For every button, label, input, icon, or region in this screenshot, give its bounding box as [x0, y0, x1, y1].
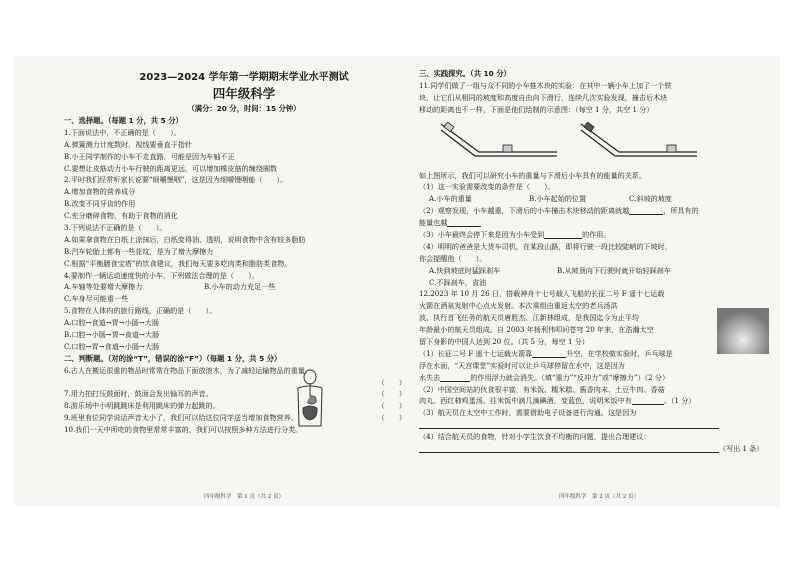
question-12-line-1: 12.2023 年 10 月 26 日，搭载神舟十七号载人飞船的长征二号 F 遥十七运载	[419, 289, 665, 299]
question-12-sub-1-text-2: 升空，在学校做实验时，乒乓球是	[566, 348, 673, 358]
question-12-sub-2-text-2: 肉丸、西红柿鸡蛋汤。往米饭中滴几滴碘酒，变蓝色，说明米饭中有	[419, 396, 632, 406]
rocket-launch-photo	[717, 308, 769, 354]
question-12-sub-1-blank-1[interactable]	[532, 348, 566, 358]
question-2: 2.平时我们经常听家长说要“细嚼慢咽”，这是因为细嚼慢咽能（ ）。	[64, 175, 288, 185]
section-judge-heading: 二、判断题。（对的涂“T”，错误的涂“F”）（每题 1 分，共 5 分）	[64, 353, 282, 363]
question-12-sub-3-answer-line	[419, 419, 779, 431]
question-3-option-c: C.根据“平衡膳食宝塔”的饮食建议，我们每天要多吃肉类和脂肪类食物。	[64, 258, 292, 268]
question-12-sub-4-note: （写出 1 条）	[719, 444, 764, 454]
question-11-line-2: 块，让它们从相同的坡度和高度自由向下滑行，连续几次实验发现，撞击后木块	[419, 92, 668, 102]
question-2-option-b: B.改变不同牙齿的作用	[64, 199, 136, 209]
question-3-option-a: A.如果拿食物在白纸上涂抹后，白纸变得油、透明，说明食物中含有较多脂肪	[64, 234, 306, 244]
page-2	[419, 56, 779, 506]
question-2-option-c: C.充分磨碎食物，有助于食物的消化	[64, 211, 178, 221]
question-3: 3.下列说法不正确的是（ ）。	[64, 223, 167, 233]
question-12-sub-4: （4）结合航天员的食物，针对小学生饮食不均衡的问题，提出合理建议：	[419, 432, 651, 442]
question-11-sub-2-text-3: 能量也越	[419, 218, 448, 228]
question-11-line-1: 11.同学们做了一组与众不同的小车推木块的实验：在其中一辆小车上加了一个铁	[419, 80, 672, 90]
question-12-line-2: 火箭在酒泉发射中心点火发射。本次乘组由重返太空的老兵汤洪	[419, 301, 618, 311]
judge-6-bracket[interactable]: （ ）	[377, 377, 406, 387]
page-1-footer: 四年级科学 第 1 页（共 2 页）	[204, 494, 284, 501]
exam-title: 2023—2024 学年第一学期期末学业水平测试	[139, 72, 349, 83]
question-2-option-a: A.增加食物的营养成分	[64, 187, 136, 197]
judge-6-answer-row	[64, 377, 424, 389]
question-4: 4.要制作一辆运动速度快的小车，下列做法合理的是（ ）。	[64, 270, 259, 280]
question-11-sub-2-blank-1[interactable]	[629, 205, 663, 215]
question-11-sub-2-blank-2[interactable]	[447, 217, 481, 227]
question-11-sub-3-blank[interactable]	[544, 229, 582, 239]
judge-6: 6.古人在搬运很重的物品时常常在物品下面放滚木，为了减轻运输物品的重量。	[64, 365, 312, 375]
ramp-diagrams	[419, 116, 779, 170]
question-12-sub-2: （2）中国空间站的伙食很丰富，有米饭、糯米糕、酱香肉末、土豆牛肉、香菇	[419, 384, 665, 394]
question-11-sub-4-options	[419, 265, 779, 277]
question-11-sub-2-text-1: （2）观察发现，小车越重，下滑后的小车撞击木块移动的距离就越	[419, 206, 630, 216]
question-11-sub-4-cont: 你会提醒他（ ）。	[419, 253, 487, 263]
question-11-sub-4-option-a: A.快到坡底时猛踩刹车	[429, 265, 501, 275]
subject-title: 四年级科学	[212, 86, 276, 101]
judge-7	[64, 388, 424, 400]
judge-7-bracket[interactable]: （ ）	[377, 389, 406, 399]
question-1-option-b: B.小王同学制作的小车不走直路，可能是因为车轴不正	[64, 151, 235, 161]
question-4-option-a: A.车轴等处要增大摩擦力	[64, 282, 143, 292]
question-12-sub-2-text-3: 。（1 分）	[663, 396, 696, 406]
question-4-option-c: C.车身尽可能重一些	[64, 294, 129, 304]
question-12-sub-2-blank[interactable]	[632, 395, 664, 405]
section-choice-heading: 一、选择题。（每题 1 分，共 5 分）	[64, 116, 183, 125]
exam-sheet	[14, 56, 780, 506]
question-11-sub-4-option-b: B.从坡顶向下行驶时就开始轻踩刹车	[557, 265, 671, 275]
page-1	[64, 56, 424, 506]
question-1: 1.下面说法中，不正确的是（ ）。	[64, 127, 181, 137]
question-12-line-3: 波、执行首飞任务的航天员唐胜杰、江新林组成，是我国迄今为止平均	[419, 313, 639, 323]
question-11-description: 如上图所示，我们可以研究小车的重量与下滑后小车具有的能量的关系。	[419, 170, 646, 180]
section-practice-heading: 三、实践探究。（共 10 分）	[419, 69, 511, 78]
question-11-sub-4: （4）明明的爸爸是大货车司机，在某段山路，即将行驶一段比较陡峭的下坡时，	[419, 241, 672, 251]
question-11-sub-2	[419, 205, 779, 217]
question-12-sub-3: （3）航天员在太空中工作时，需要借助电子设备进行沟通。这是因为	[419, 408, 637, 418]
digestive-system-figure	[290, 368, 330, 430]
question-5: 5.食物在人体内的旅行路线，正确的是（ ）。	[64, 306, 217, 316]
judge-9	[64, 412, 424, 424]
question-4-options-row	[64, 281, 424, 293]
question-12-sub-1-text-1: （1）长征二号 F 遥十七运载火箭靠	[419, 348, 533, 358]
question-11-sub-1-option-b: B.小车起始的位置	[529, 194, 587, 204]
judge-8-text: 8.游乐场中小明跳跳床是利用跳床的弹力起跳的。	[64, 401, 220, 411]
exam-meta: （满分：20 分，时间：15 分钟）	[187, 104, 301, 113]
judge-9-bracket[interactable]: （ ）	[377, 413, 406, 423]
question-3-option-b: B.汽车轮胎上都有一些花纹，是为了增大摩擦力	[64, 246, 214, 256]
question-1-option-a: A.弹簧测力计度数时，视线要垂直于指针	[64, 139, 192, 149]
question-11-sub-1-option-c: C.斜坡的坡度	[629, 194, 672, 204]
judge-8-bracket[interactable]: （ ）	[377, 401, 406, 411]
page-2-footer: 四年级科学 第 2 页（共 2 页）	[559, 494, 639, 501]
question-11-sub-3-text-1: （3）小车最终会停下来是因为小车受到	[419, 230, 545, 240]
question-5-option-b: B.口腔→小肠→胃→食道→大肠	[64, 330, 160, 340]
question-11-sub-2-cont	[419, 217, 779, 229]
judge-10: 10.我们一天中所吃的食物里常常丰富的，我们可以按照多种方法进行分类。	[64, 425, 303, 435]
question-12-sub-1-text-4: 的作用浮力就会消失。（填“重力”“反冲力”或“摩擦力”）（2 分）	[470, 372, 670, 382]
question-12-sub-4-answer-line	[419, 443, 779, 455]
question-11-sub-2-text-2: ，所具有的	[663, 206, 699, 216]
question-11-sub-1-option-a: A.小车的重量	[429, 194, 472, 204]
question-5-option-c: C.口腔→胃→食道→小肠→大肠	[64, 341, 160, 351]
question-12-sub-3-blank[interactable]	[419, 419, 719, 429]
question-12-sub-1-blank-2[interactable]	[440, 372, 470, 382]
question-4-option-b: B.小车的动力充足一些	[204, 282, 276, 292]
question-5-option-a: A.口腔→食道→胃→小肠→大肠	[64, 318, 159, 328]
question-12-sub-1-cont: 浮在水面，“天宫课堂”实验时可以让乒乓球停留在水中，这是因为	[419, 360, 625, 370]
question-11-sub-1: （1）这一实验需要改变的条件是（ ）。	[419, 182, 555, 192]
question-12-line-5: 留下身影的中国人达到 20 位。（共 5 分，每空 1 分）	[419, 337, 589, 347]
question-11-line-3: 移动的距离也不一样，下面是他们绘制的示意图：（每空 1 分，共空 1 分）	[419, 104, 654, 114]
question-11-sub-1-options	[419, 193, 779, 205]
question-12-line-4: 年龄最小的航天员组成。自 2003 年杨利伟叩问苍穹 20 年来，在浩瀚太空	[419, 325, 654, 335]
judge-8	[64, 400, 424, 412]
question-12-sub-1-cont-2	[419, 372, 779, 384]
question-11-sub-3-text-2: 的作用。	[582, 230, 611, 240]
judge-7-text: 7.用力拍打压鼓面时，鼓面会发出愉耳的声音。	[64, 389, 213, 399]
question-12-sub-1-text-3: 水失去	[419, 372, 441, 382]
ramp-diagram-1	[439, 120, 559, 166]
question-11-sub-3	[419, 229, 779, 241]
ramp-diagram-2	[579, 120, 699, 166]
question-1-option-c: C.要想让皮筋动力小车行驶的距离更远，可以增加橡皮筋的缠绕圈数	[64, 163, 278, 173]
question-12-sub-2-cont	[419, 395, 779, 407]
question-12-sub-4-blank[interactable]	[419, 443, 719, 453]
question-11-sub-4-option-c: C.不踩刹车，省油	[429, 277, 487, 287]
judge-9-text: 9.班里有位同学说话声音太小了，我们可以给这位同学送当增加食物营养。	[64, 413, 298, 423]
